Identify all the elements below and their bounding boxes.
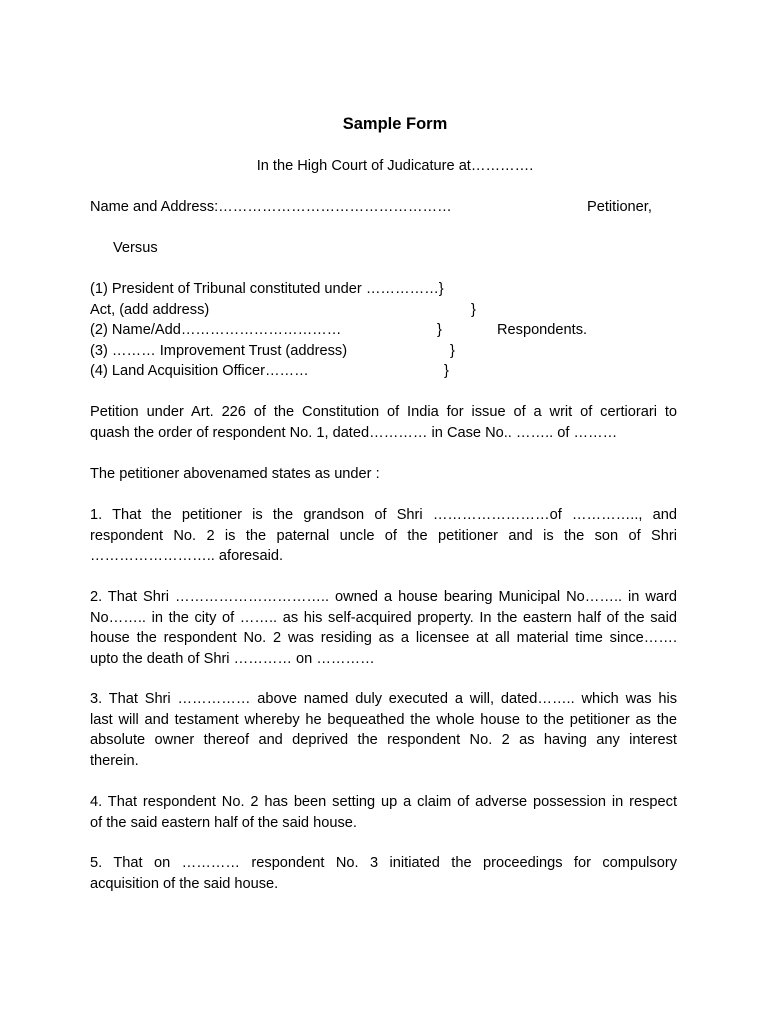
paragraph-line: …………………….. aforesaid. bbox=[90, 548, 284, 565]
numbered-paragraph-4 bbox=[90, 792, 677, 833]
respondent-brace: } bbox=[437, 322, 442, 338]
petitioner-name-address: Name and Address:………………………………………… bbox=[90, 199, 452, 215]
paragraph-line: acquisition of the said house. bbox=[90, 875, 279, 892]
paragraph-line: 3. That Shri …………… above named duly executed a will, dated…….. which was his bbox=[90, 691, 677, 707]
paragraph-line: quash the order of respondent No. 1, dated………… in Case No.. …….. of ……… bbox=[90, 424, 618, 441]
states-as-under: The petitioner abovenamed states as under : bbox=[90, 466, 380, 482]
respondent-line: (4) Land Acquisition Officer……… bbox=[90, 363, 309, 379]
numbered-paragraph-5 bbox=[90, 853, 677, 894]
respondent-brace: } bbox=[471, 302, 476, 318]
respondent-line: (2) Name/Add…………………………… bbox=[90, 322, 342, 338]
paragraph-line: respondent No. 2 is the paternal uncle of the petitioner and is the son of Shri bbox=[90, 527, 677, 544]
paragraph-line: upto the death of Shri ………… on ………… bbox=[90, 651, 375, 668]
paragraph-line: 1. That the petitioner is the grandson of Shri ……………………of ………….., and bbox=[90, 507, 677, 523]
versus-label: Versus bbox=[113, 240, 158, 256]
paragraph-line: 5. That on ………… respondent No. 3 initiated the proceedings for compulsory bbox=[90, 855, 677, 871]
paragraph-line: 4. That respondent No. 2 has been setting up a claim of adverse possession in respect bbox=[90, 794, 677, 810]
respondent-line: (3) ……… Improvement Trust (address) bbox=[90, 343, 348, 359]
paragraph-line: 2. That Shri ………………………….. owned a house bearing Municipal No…….. in ward bbox=[90, 589, 677, 605]
paragraph-line: last will and testament whereby he bequeathed the whole house to the petitioner as the bbox=[90, 711, 677, 728]
paragraph-line: therein. bbox=[90, 753, 139, 770]
paragraph-line: absolute owner thereof and deprived the respondent No. 2 as having any interest bbox=[90, 732, 677, 749]
paragraph-line: house the respondent No. 2 was residing as a licensee at all material time since……. bbox=[90, 630, 677, 647]
respondent-line: (1) President of Tribunal constituted under ……………} bbox=[90, 281, 444, 297]
numbered-paragraph-2 bbox=[90, 587, 677, 670]
petitioner-role: Petitioner, bbox=[587, 199, 652, 215]
respondent-line: Act, (add address) bbox=[90, 302, 210, 318]
document-title: Sample Form bbox=[342, 115, 448, 133]
numbered-paragraph-3 bbox=[90, 689, 677, 772]
numbered-paragraph-1 bbox=[90, 505, 677, 567]
paragraph-line: of the said eastern half of the said house. bbox=[90, 814, 357, 831]
paragraph-line: Petition under Art. 226 of the Constitution of India for issue of a writ of certiorari to bbox=[90, 404, 677, 420]
petition-statement bbox=[90, 402, 677, 443]
court-heading: In the High Court of Judicature at…………. bbox=[256, 158, 534, 174]
respondent-brace: } bbox=[444, 363, 449, 379]
respondent-brace: } bbox=[450, 343, 455, 359]
respondents-role: Respondents. bbox=[497, 322, 588, 338]
paragraph-line: No…….. in the city of …….. as his self-acquired property. In the eastern half of the said bbox=[90, 609, 677, 626]
